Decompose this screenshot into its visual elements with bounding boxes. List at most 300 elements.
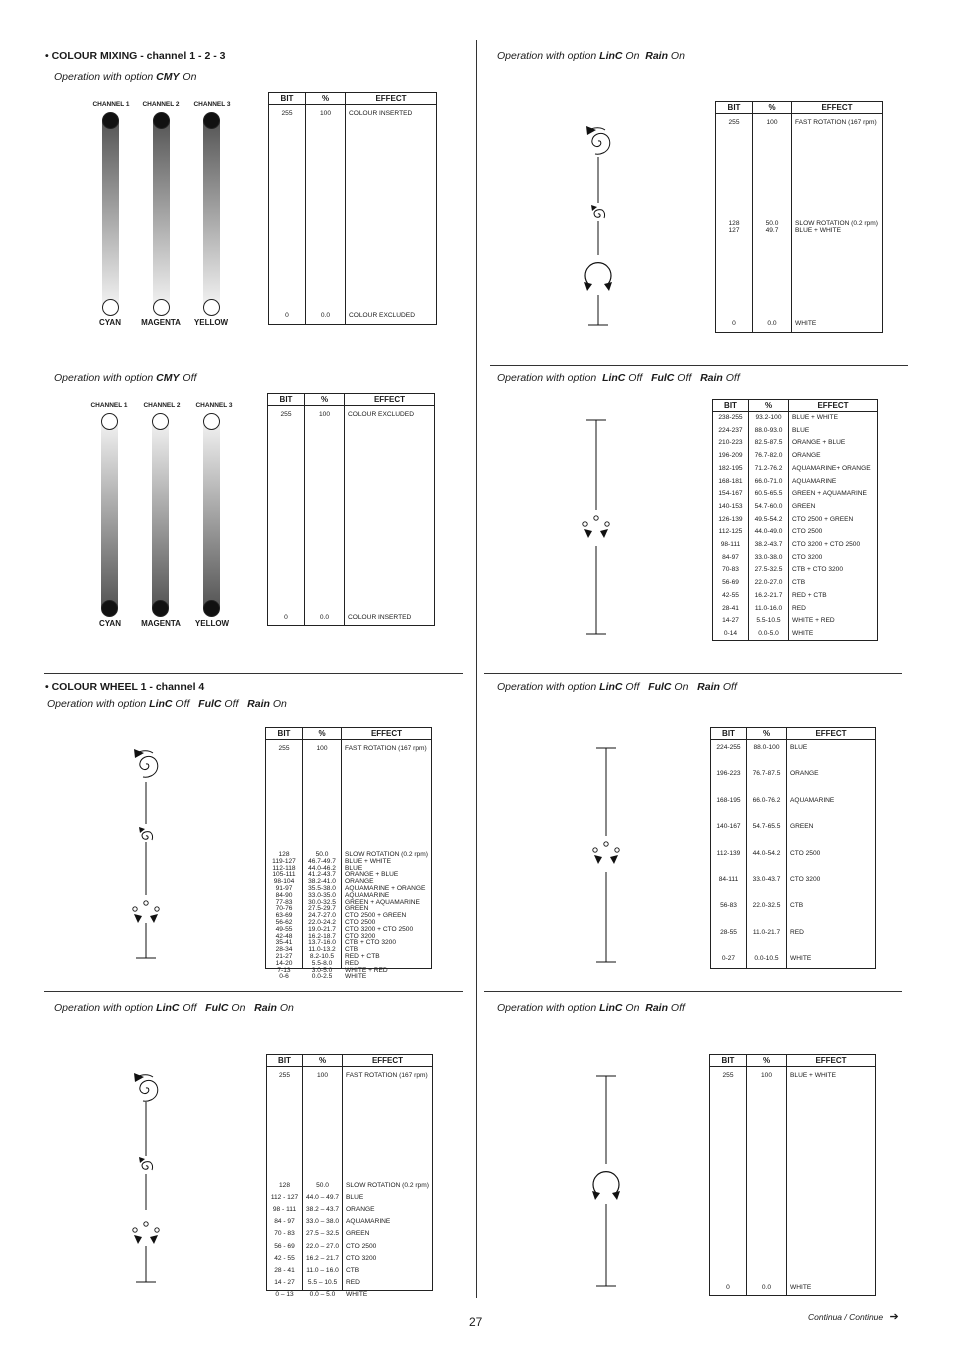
header-bit: BIT — [266, 728, 303, 740]
table-cell: RED — [792, 604, 806, 612]
table-cell: 88.0-93.0 — [754, 426, 783, 434]
header-effect: EFFECT — [787, 1055, 876, 1067]
table-cell: BLUE — [792, 426, 810, 434]
table-cell: BLUE + WHITE — [795, 227, 841, 234]
table-cell: WHITE — [346, 1290, 368, 1298]
table-cell: SLOW ROTATION (0.2 rpm) — [345, 851, 428, 858]
caption-option: FulC — [648, 681, 672, 693]
caption-text: Off — [625, 372, 652, 384]
table-cell: AQUAMARINE — [792, 477, 837, 485]
divider-left-1 — [44, 673, 463, 674]
yellow-label: YELLOW — [194, 619, 230, 628]
table-cell: 91-97 — [275, 885, 293, 892]
caption-option: LinC — [599, 1002, 623, 1014]
caption-text: Off — [221, 698, 248, 710]
table-cell: 3.0-5.0 — [311, 966, 333, 974]
table-cell: COLOUR INSERTED — [349, 110, 413, 117]
table-cell: CTO 3200 + CTO 2500 — [345, 925, 414, 933]
table-cell: ORANGE + BLUE — [792, 439, 846, 447]
table-cell: CTO 3200 — [346, 1254, 377, 1262]
table-cell: 224-255 — [716, 744, 741, 751]
table-cell: 0-14 — [723, 629, 738, 637]
caption-option: LinC — [156, 1002, 180, 1014]
cyan-filled-disc — [101, 600, 118, 617]
table-cell: 0 — [732, 320, 736, 327]
header-effect: EFFECT — [345, 394, 435, 406]
table-cell: 255 — [281, 110, 293, 117]
table-cell: WHITE + RED — [345, 966, 388, 974]
table-cell: 140-167 — [716, 823, 741, 831]
table-cell: 0 — [726, 1284, 730, 1291]
table-cell: COLOUR EXCLUDED — [348, 411, 414, 418]
magenta-filled-disc — [152, 600, 169, 617]
wheel-t5-symbol — [580, 740, 640, 970]
table-cell: 70 - 83 — [274, 1230, 295, 1238]
table-cell: RED — [790, 928, 804, 936]
table-cell: 98 - 111 — [272, 1206, 297, 1214]
table-cell: 46.7-49.7 — [308, 857, 336, 865]
table-cell: 22.0-27.0 — [754, 579, 783, 587]
cyan-gradient-bar — [102, 120, 119, 306]
table-cell: 255 — [278, 1072, 290, 1079]
table-cell: 49-55 — [275, 925, 293, 933]
magenta-label: MAGENTA — [141, 619, 181, 628]
table-cell: AQUAMARINE + ORANGE — [345, 885, 426, 892]
table-cell: ORANGE — [346, 1206, 375, 1214]
table-cell: 22.0 – 27.0 — [306, 1242, 339, 1250]
table-cell: BLUE — [790, 744, 808, 751]
table-cell: CTO 3200 — [790, 876, 821, 883]
wheel-t2-symbol — [120, 1060, 180, 1290]
caption-text: Off — [622, 681, 649, 693]
continue-text: Continua / Continue — [808, 1312, 884, 1322]
caption-text: On — [671, 681, 698, 693]
table-cell: BLUE + WHITE — [790, 1072, 836, 1079]
wheel-t2-table — [266, 1054, 433, 1298]
magenta-label: MAGENTA — [141, 318, 181, 327]
table-cell: COLOUR INSERTED — [348, 614, 412, 621]
header-effect: EFFECT — [787, 728, 876, 740]
table-cell: 66.0-71.0 — [754, 477, 783, 485]
table-cell: 0 — [285, 312, 289, 319]
wheel-t6-symbol — [580, 1068, 640, 1293]
caption-text: Off — [668, 1002, 685, 1014]
channel-1-label: CHANNEL 1 — [92, 101, 130, 108]
table-cell: CTO 3200 — [792, 553, 823, 561]
wheel-t2-caption — [54, 1002, 294, 1014]
wheel-t4-symbol — [570, 412, 630, 642]
table-cell: 82.5-87.5 — [754, 439, 783, 447]
table-cell: 66.0-76.2 — [752, 796, 781, 804]
caption-option: LinC — [149, 698, 173, 710]
table-cell: 28-55 — [720, 928, 737, 936]
divider-left-2 — [44, 991, 463, 992]
table-cell: FAST ROTATION (167 rpm) — [345, 745, 427, 752]
table-cell: 54.7-60.0 — [754, 502, 783, 510]
table-cell: 100 — [316, 745, 328, 752]
table-cell: 24.7-27.0 — [308, 912, 336, 920]
header-percent: % — [753, 102, 792, 114]
table-cell: 76.7-82.0 — [754, 452, 783, 460]
yellow-open-disc — [203, 413, 220, 430]
cyan-open-disc — [101, 413, 118, 430]
table-cell: 128 — [278, 851, 290, 858]
caption-option: Rain — [645, 50, 669, 62]
channel-3-label: CHANNEL 3 — [195, 402, 233, 409]
table-cell: CTB — [345, 946, 359, 954]
caption-text: Operation with option — [497, 372, 603, 384]
table-cell: 22.0-32.5 — [752, 902, 781, 910]
header-bit: BIT — [713, 400, 749, 412]
table-cell: 50.0 — [315, 851, 329, 858]
table-cell: 182-195 — [718, 464, 743, 472]
table-cell: 30.0-32.5 — [308, 898, 336, 906]
caption-text: Off — [719, 681, 737, 693]
table-cell: CTO 2500 + GREEN — [792, 515, 854, 523]
table-cell: 93.2-100 — [755, 414, 782, 421]
table-cell: 210-223 — [718, 439, 743, 447]
caption-text: Operation with option — [497, 681, 600, 693]
table-cell: 112-125 — [718, 528, 743, 536]
table-cell: 42-48 — [275, 932, 293, 940]
table-cell: 56 - 69 — [274, 1242, 295, 1250]
table-cell: 0.0-2.5 — [311, 973, 333, 981]
table-cell: SLOW ROTATION (0.2 rpm) — [795, 220, 878, 227]
caption-text: Off — [722, 372, 740, 384]
table-cell: 54.7-65.5 — [752, 823, 781, 831]
table-cell: 77-83 — [275, 898, 293, 906]
table-cell: 84-90 — [275, 891, 293, 899]
table-cell: GREEN — [790, 823, 814, 831]
table-cell: 42 - 55 — [274, 1254, 295, 1262]
yellow-label: YELLOW — [193, 318, 229, 327]
table-cell: 41.2-43.7 — [308, 871, 336, 879]
header-percent: % — [747, 728, 787, 740]
wheel-t3-table — [715, 101, 883, 333]
table-cell: 19.0-21.7 — [308, 925, 336, 933]
magenta-gradient-bar — [153, 120, 170, 306]
header-effect: EFFECT — [343, 1055, 433, 1067]
table-cell: 255 — [722, 1072, 734, 1079]
table-cell: RED + CTB — [792, 591, 827, 599]
caption-opt: CMY — [156, 71, 180, 83]
table-cell: 35.5-38.0 — [308, 885, 336, 892]
header-bit: BIT — [267, 1055, 303, 1067]
table-cell: WHITE — [790, 955, 812, 963]
table-cell: 38.2-43.7 — [754, 541, 783, 548]
table-cell: BLUE — [346, 1194, 364, 1202]
table-cell: 0 – 13 — [275, 1290, 294, 1298]
table-cell: 44.0 – 49.7 — [306, 1194, 339, 1202]
table-cell: GREEN — [346, 1230, 370, 1238]
table-cell: BLUE + WHITE — [345, 857, 391, 865]
table-cell: 16.2 – 21.7 — [306, 1254, 339, 1262]
table-cell: 168-195 — [716, 796, 741, 804]
header-effect: EFFECT — [792, 102, 883, 114]
table-cell: 88.0-100 — [753, 744, 780, 751]
caption-text: Operation with option — [497, 1002, 600, 1014]
table-cell: BLUE + WHITE — [792, 414, 838, 421]
page-number: 27 — [469, 1315, 483, 1329]
table-cell: 71.2-76.2 — [754, 464, 783, 472]
caption-option: Rain — [700, 372, 723, 384]
table-cell: RED + CTB — [345, 953, 380, 960]
cyan-label: CYAN — [99, 318, 121, 327]
cyan-gradient-bar — [101, 421, 118, 608]
table-cell: 112-118 — [272, 864, 296, 872]
table-cell: 0.0-5.0 — [758, 629, 779, 637]
header-effect: EFFECT — [346, 93, 437, 105]
table-cell: CTO 2500 — [345, 919, 376, 926]
table-cell: 5.5 – 10.5 — [307, 1278, 338, 1286]
cyan-filled-disc — [102, 112, 119, 129]
table-cell: CTO 3200 — [345, 932, 376, 940]
table-cell: CTO 2500 — [792, 528, 823, 536]
channel-3-label: CHANNEL 3 — [193, 101, 231, 108]
table-cell: 0 — [284, 614, 288, 621]
table-cell: ORANGE — [792, 452, 821, 460]
table-cell: CTB + CTO 3200 — [345, 939, 397, 947]
wheel-t1-caption — [47, 698, 287, 710]
cmy-on-caption — [54, 71, 196, 83]
table-cell: 44.0-49.0 — [754, 528, 783, 536]
table-cell: 255 — [280, 411, 292, 418]
table-cell: SLOW ROTATION (0.2 rpm) — [346, 1182, 429, 1189]
table-cell: 16.2-18.7 — [308, 932, 336, 940]
table-cell: 128 — [728, 220, 740, 227]
caption-state: On — [179, 71, 197, 83]
caption-option: LinC — [599, 681, 623, 693]
cmy-off-caption — [54, 372, 196, 384]
table-cell: FAST ROTATION (167 rpm) — [346, 1072, 428, 1079]
colour-mixing-heading: • COLOUR MIXING - channel 1 - 2 - 3 — [45, 50, 226, 62]
table-cell: 70-76 — [275, 905, 293, 913]
table-cell: 38.2 – 43.7 — [306, 1206, 339, 1214]
table-cell: 140-153 — [718, 502, 743, 510]
table-cell: 33.0-43.7 — [752, 876, 781, 883]
table-cell: WHITE — [792, 629, 814, 637]
table-cell: 56-62 — [275, 919, 293, 926]
caption-option: FulC — [198, 698, 222, 710]
table-cell: 50.0 — [765, 220, 779, 227]
table-cell: 44.0-54.2 — [752, 849, 781, 857]
table-cell: 11.0 – 16.0 — [306, 1266, 339, 1274]
caption-text: On — [228, 1002, 255, 1014]
table-cell: GREEN — [792, 502, 816, 510]
caption-text: Operation with option — [47, 698, 150, 710]
table-cell: 0.0 — [319, 614, 330, 621]
table-cell: GREEN — [345, 905, 369, 913]
magenta-filled-disc — [153, 112, 170, 129]
wheel-t1-table — [265, 727, 432, 981]
table-cell: 33.0-35.0 — [308, 891, 336, 899]
header-bit: BIT — [269, 93, 306, 105]
table-cell: 27.5-32.5 — [754, 566, 783, 574]
table-cell: 196-209 — [718, 452, 743, 460]
table-cell: 28-34 — [275, 946, 293, 954]
table-cell: 28 - 41 — [274, 1266, 295, 1274]
caption-option: Rain — [645, 1002, 669, 1014]
header-percent: % — [305, 394, 345, 406]
table-cell: 27.5 – 32.5 — [306, 1230, 339, 1238]
header-percent: % — [749, 400, 789, 412]
table-cell: 84 - 97 — [274, 1218, 295, 1226]
wheel-t6-table — [709, 1054, 876, 1296]
table-cell: 35-41 — [275, 939, 293, 947]
wheel-t5-table — [710, 727, 876, 969]
caption-text: Operation with option — [54, 1002, 157, 1014]
yellow-gradient-bar — [203, 120, 220, 306]
magenta-gradient-bar — [152, 421, 169, 608]
table-cell: ORANGE — [345, 878, 374, 886]
table-cell: AQUAMARINE — [346, 1218, 391, 1226]
table-cell: 38.2-41.0 — [308, 878, 336, 886]
table-cell: GREEN + AQUAMARINE — [345, 898, 420, 906]
table-cell: 84-97 — [722, 553, 739, 561]
table-cell: AQUAMARINE — [790, 796, 835, 804]
table-cell: 13.7-16.0 — [308, 939, 336, 947]
table-cell: RED — [345, 959, 359, 967]
header-bit: BIT — [268, 394, 305, 406]
wheel-t4-table — [712, 399, 878, 641]
header-bit: BIT — [711, 728, 747, 740]
table-cell: CTO 3200 + CTO 2500 — [792, 541, 861, 548]
caption-text: Operation with option — [497, 50, 600, 62]
table-cell: 44.0-46.2 — [308, 864, 336, 872]
divider-right-3 — [484, 991, 902, 992]
table-cell: 100 — [319, 110, 331, 117]
table-cell: CTO 2500 — [346, 1242, 377, 1250]
colour-wheel-heading: • COLOUR WHEEL 1 - channel 4 — [45, 681, 205, 693]
caption-text: Off — [674, 372, 701, 384]
caption-option: Rain — [247, 698, 270, 710]
table-cell: RED — [346, 1278, 360, 1286]
table-cell: 16.2-21.7 — [754, 591, 783, 599]
wheel-t5-caption — [497, 681, 737, 693]
table-cell: WHITE + RED — [792, 617, 835, 625]
table-cell: 127 — [728, 227, 740, 234]
magenta-open-disc — [153, 299, 170, 316]
header-effect: EFFECT — [789, 400, 878, 412]
table-cell: 22.0-24.2 — [308, 919, 336, 926]
caption-text: On — [269, 698, 287, 710]
arrow-right-icon: ➔ — [889, 1311, 899, 1323]
caption-option: Rain — [697, 681, 720, 693]
table-cell: 11.0-21.7 — [752, 928, 781, 936]
table-cell: 42-55 — [722, 591, 739, 599]
table-cell: 98-111 — [720, 541, 741, 548]
cmy-off-table — [267, 393, 435, 626]
caption-state: Off — [179, 372, 197, 384]
yellow-open-disc — [203, 299, 220, 316]
header-percent: % — [303, 1055, 343, 1067]
wheel-t4-caption — [497, 372, 740, 384]
wheel-t3-caption — [497, 50, 685, 62]
caption-text: Off — [172, 698, 199, 710]
table-cell: 5.5-8.0 — [311, 959, 333, 967]
table-cell: CTO 2500 + GREEN — [345, 912, 407, 920]
table-cell: 84-111 — [718, 876, 739, 883]
table-cell: WHITE — [795, 320, 817, 327]
header-bit: BIT — [716, 102, 753, 114]
table-cell: COLOUR EXCLUDED — [349, 312, 415, 319]
table-cell: 196-223 — [716, 770, 741, 778]
caption-option: LinC — [599, 50, 623, 62]
table-cell: 11.0-16.0 — [754, 604, 783, 612]
table-cell: 56-83 — [720, 902, 737, 910]
table-cell: 100 — [766, 119, 778, 126]
table-cell: 49.7 — [765, 227, 779, 234]
table-cell: 0.0 — [761, 1284, 772, 1291]
table-cell: 255 — [728, 119, 740, 126]
caption-option: LinC — [602, 372, 626, 384]
table-cell: GREEN + AQUAMARINE — [792, 490, 867, 498]
table-cell: 56-69 — [722, 579, 739, 587]
table-cell: WHITE — [790, 1284, 812, 1291]
table-cell: 63-69 — [275, 912, 293, 920]
table-cell: 238-255 — [718, 414, 743, 421]
caption-text: On — [276, 1002, 294, 1014]
table-cell: 98-104 — [273, 878, 295, 886]
caption-option: Rain — [254, 1002, 277, 1014]
table-cell: CTB — [792, 579, 806, 587]
table-cell: 8.2-10.5 — [309, 953, 335, 960]
table-cell: 0.0 – 5.0 — [309, 1290, 336, 1298]
table-cell: 14 - 27 — [274, 1278, 295, 1286]
header-percent: % — [747, 1055, 787, 1067]
table-cell: 49.5-54.2 — [754, 515, 783, 523]
table-cell: 11.0-13.2 — [308, 946, 336, 954]
cyan-open-disc — [102, 299, 119, 316]
caption-option: FulC — [205, 1002, 229, 1014]
table-cell: 33.0 – 38.0 — [306, 1218, 339, 1226]
table-cell: 0.0 — [320, 312, 331, 319]
channel-2-label: CHANNEL 2 — [142, 101, 180, 108]
yellow-gradient-bar — [203, 421, 220, 608]
table-cell: 100 — [760, 1072, 772, 1079]
table-cell: 0-27 — [721, 955, 736, 963]
table-cell: 154-167 — [718, 490, 743, 498]
table-cell: 100 — [316, 1072, 328, 1079]
table-cell: ORANGE — [790, 770, 819, 778]
channel-1-label: CHANNEL 1 — [90, 402, 128, 409]
table-cell: 168-181 — [718, 477, 743, 485]
cyan-label: CYAN — [99, 619, 121, 628]
table-cell: 50.0 — [316, 1182, 329, 1189]
wheel-t1-symbol — [120, 740, 180, 965]
table-cell: 126-139 — [718, 515, 743, 523]
table-cell: 112-139 — [716, 849, 741, 857]
table-cell: 0-6 — [279, 973, 289, 981]
caption-opt: CMY — [156, 372, 180, 384]
caption-text: On — [622, 1002, 646, 1014]
table-cell: WHITE — [345, 973, 367, 981]
table-cell: AQUAMARINE — [345, 891, 390, 899]
table-cell: 119-127 — [272, 857, 296, 865]
table-cell: 76.7-87.5 — [752, 770, 781, 778]
table-cell: 0.0-10.5 — [754, 955, 779, 963]
header-effect: EFFECT — [342, 728, 432, 740]
table-cell: 5.5-10.5 — [756, 617, 781, 625]
wheel-t6-caption — [497, 1002, 685, 1014]
caption-text: On — [622, 50, 646, 62]
column-divider — [476, 40, 477, 1298]
wheel-t3-symbol — [572, 115, 632, 330]
divider-right-2 — [484, 673, 902, 674]
table-cell: CTB + CTO 3200 — [792, 566, 844, 574]
caption-text: On — [668, 50, 685, 62]
table-cell: 105-111 — [272, 871, 296, 879]
